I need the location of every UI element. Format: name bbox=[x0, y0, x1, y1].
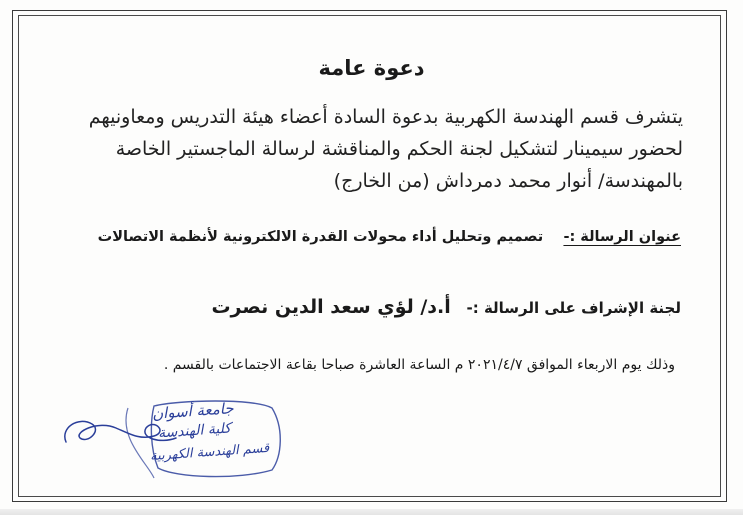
scan-edge bbox=[0, 509, 743, 515]
thesis-title: تصميم وتحليل أداء محولات القدرة الالكترونية لأنظمة الاتصالات bbox=[97, 229, 544, 245]
thesis-label: عنوان الرسالة :- bbox=[563, 229, 681, 245]
stamp-line-faculty: كلية الهندسة bbox=[157, 420, 232, 442]
thesis-title-row bbox=[98, 229, 681, 245]
committee-names: أ.د/ لؤي سعد الدين نصرت bbox=[211, 296, 451, 318]
committee-label: لجنة الإشراف على الرسالة :- bbox=[466, 299, 681, 317]
invitation-line-2: لحضور سيمينار لتشكيل لجنة الحكم والمناقشة لرسالة الماجستير الخاصة bbox=[115, 138, 683, 160]
document-title: دعوة عامة bbox=[318, 56, 425, 80]
invitation-line-1: يتشرف قسم الهندسة الكهربية بدعوة السادة أعضاء هيئة التدريس ومعاونيهم bbox=[88, 106, 683, 128]
schedule-line: وذلك يوم الاربعاء الموافق ٢٠٢١/٤/٧ م الساعة العاشرة صباحا بقاعة الاجتماعات بالقسم . bbox=[163, 357, 675, 373]
stamp-line-university: جامعة أسوان bbox=[151, 399, 235, 423]
supervision-committee-row bbox=[211, 296, 681, 318]
stamp-line-department: قسم الهندسة الكهربية bbox=[149, 440, 270, 465]
invitation-line-3: بالمهندسة/ أنوار محمد دمرداش (من الخارج) bbox=[333, 170, 683, 192]
